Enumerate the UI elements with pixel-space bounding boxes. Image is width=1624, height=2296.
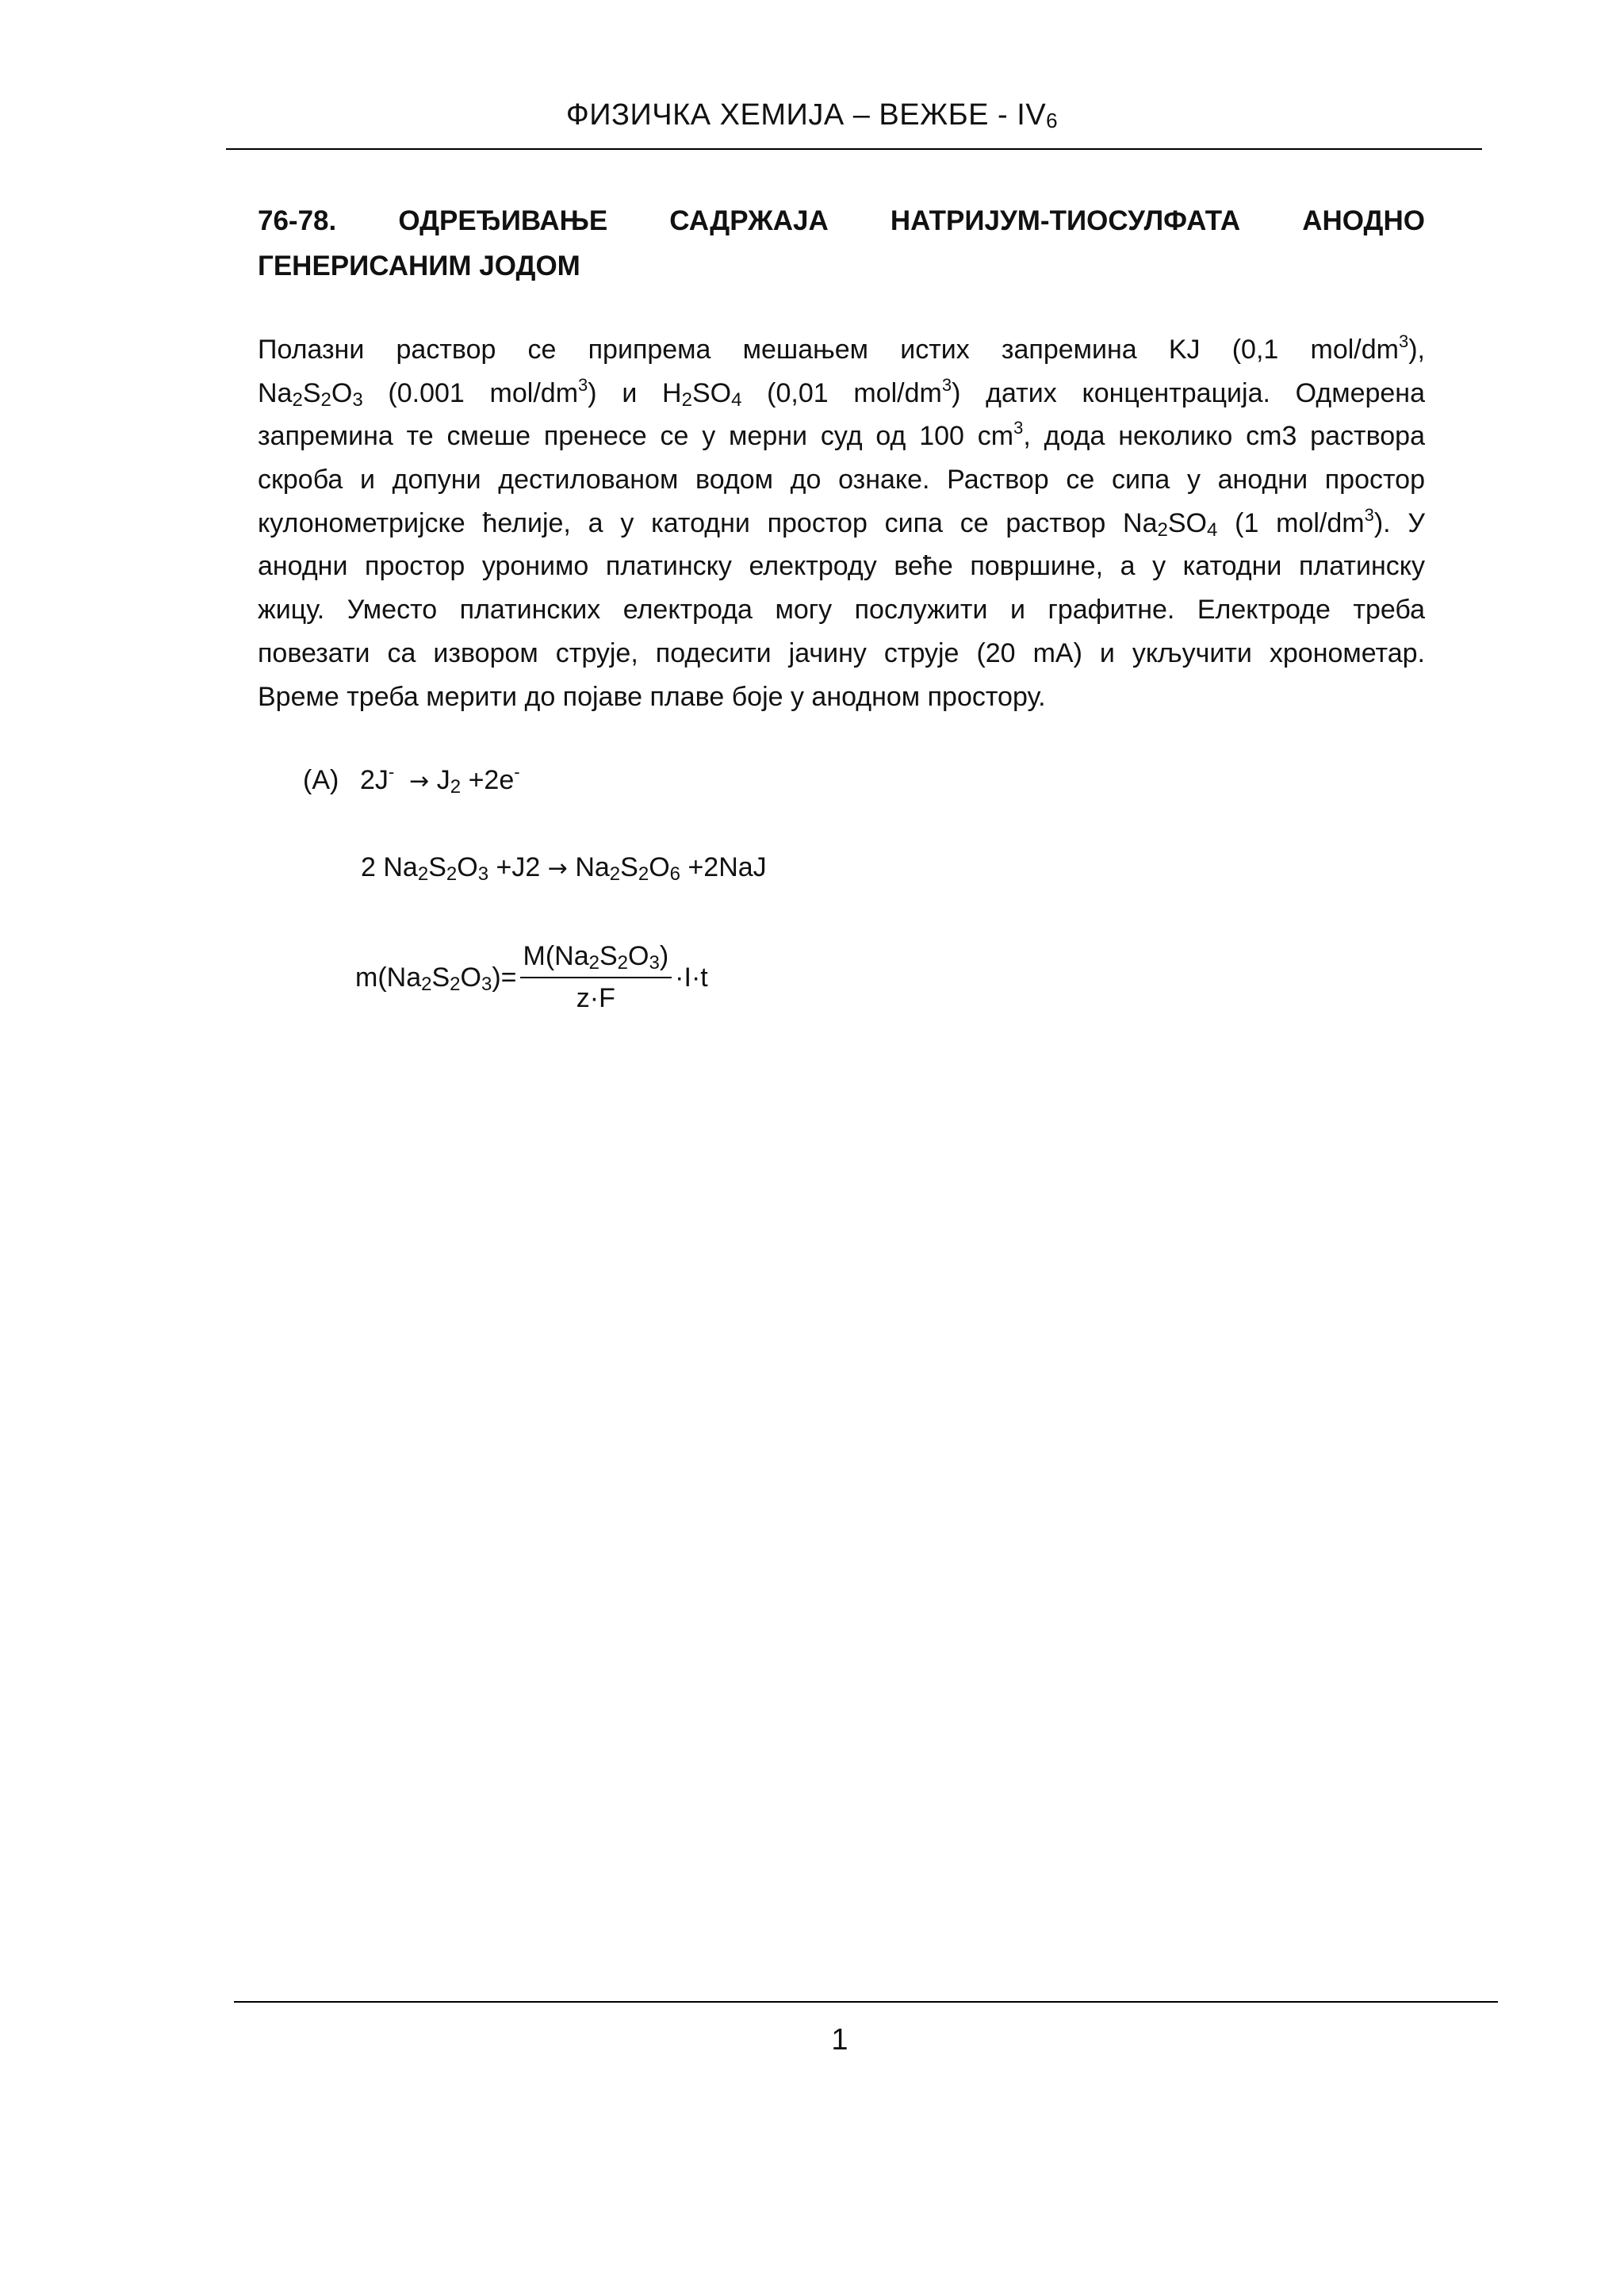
header-rule bbox=[226, 148, 1482, 150]
body-line-8: повезати са извором струје, подесити јачину струје (20 mA) и укључити хронометар. bbox=[258, 637, 1425, 668]
mass-formula bbox=[355, 941, 708, 1014]
arrow-icon: → bbox=[409, 767, 430, 795]
body-line-3: запремина те смеше пренесе се у мерни суд од 100 $cm^3$, дода неколико cm3 раствора bbox=[258, 418, 1425, 452]
header-title-text: ФИЗИЧКА ХЕМИЈА – ВЕЖБЕ - IV bbox=[565, 98, 1047, 132]
body-line-5: кулонометријске ћелије, а у катодни простор сипа се раствор $Na_2SO_4$ (1 mol/$dm^3$). У bbox=[258, 504, 1425, 541]
equation-anode: (A) $2J^- \to J_2 +2e^-$ bbox=[303, 762, 520, 798]
body-line-6: анодни простор уронимо платинску електроду веће површине, а у катодни платинску bbox=[258, 551, 1425, 582]
formula-fraction bbox=[520, 941, 672, 1014]
body-line-2: $Na_2S_2O_3$ (0.001 mol/$dm^3$) и $H_2SO_4$ (0,01 mol/$dm^3$) датих концентрација. Одмерена bbox=[258, 374, 1425, 411]
page-number: 1 bbox=[831, 2023, 848, 2057]
equation-label: (A) bbox=[303, 765, 339, 795]
page-header-title bbox=[0, 98, 1624, 132]
section-title: 76-78. ОДРЕЂИВАЊЕ САДРЖАЈА НАТРИЈУМ-ТИОСУЛФАТА АНОДНО ГЕНЕРИСАНИМ ЈОДОМ bbox=[258, 205, 1425, 281]
formula-lhs: $m(Na_2S_2O_3)=$ bbox=[355, 962, 517, 995]
body-line-7: жицу. Уместо платинских електрода могу послужити и графитне. Електроде треба bbox=[258, 595, 1425, 626]
body-line-1: Полазни раствор се припрема мешањем истих запремина KJ (0,1 mol/$dm^3$), bbox=[258, 331, 1425, 365]
body-paragraph bbox=[258, 328, 1425, 718]
formula-numerator: $M(Na_2S_2O_3)$ bbox=[523, 941, 669, 974]
footer-rule bbox=[234, 2001, 1498, 2003]
arrow-icon: → bbox=[547, 855, 568, 882]
formula-rhs: ·I·t bbox=[675, 962, 708, 993]
body-line-9: Време треба мерити до појаве плаве боје у анодном простору. bbox=[258, 681, 1046, 712]
formula-denominator: z·F bbox=[520, 977, 672, 1014]
body-line-4: скроба и допуни дестилованом водом до ознаке. Раствор се сипа у анодни простор bbox=[258, 465, 1425, 496]
header-title-sub: 6 bbox=[1046, 109, 1059, 132]
equation-thiosulfate: 2 $Na_2S_2O_3 +J2 \to Na_2S_2O_6 +2NaJ$ bbox=[361, 852, 767, 885]
